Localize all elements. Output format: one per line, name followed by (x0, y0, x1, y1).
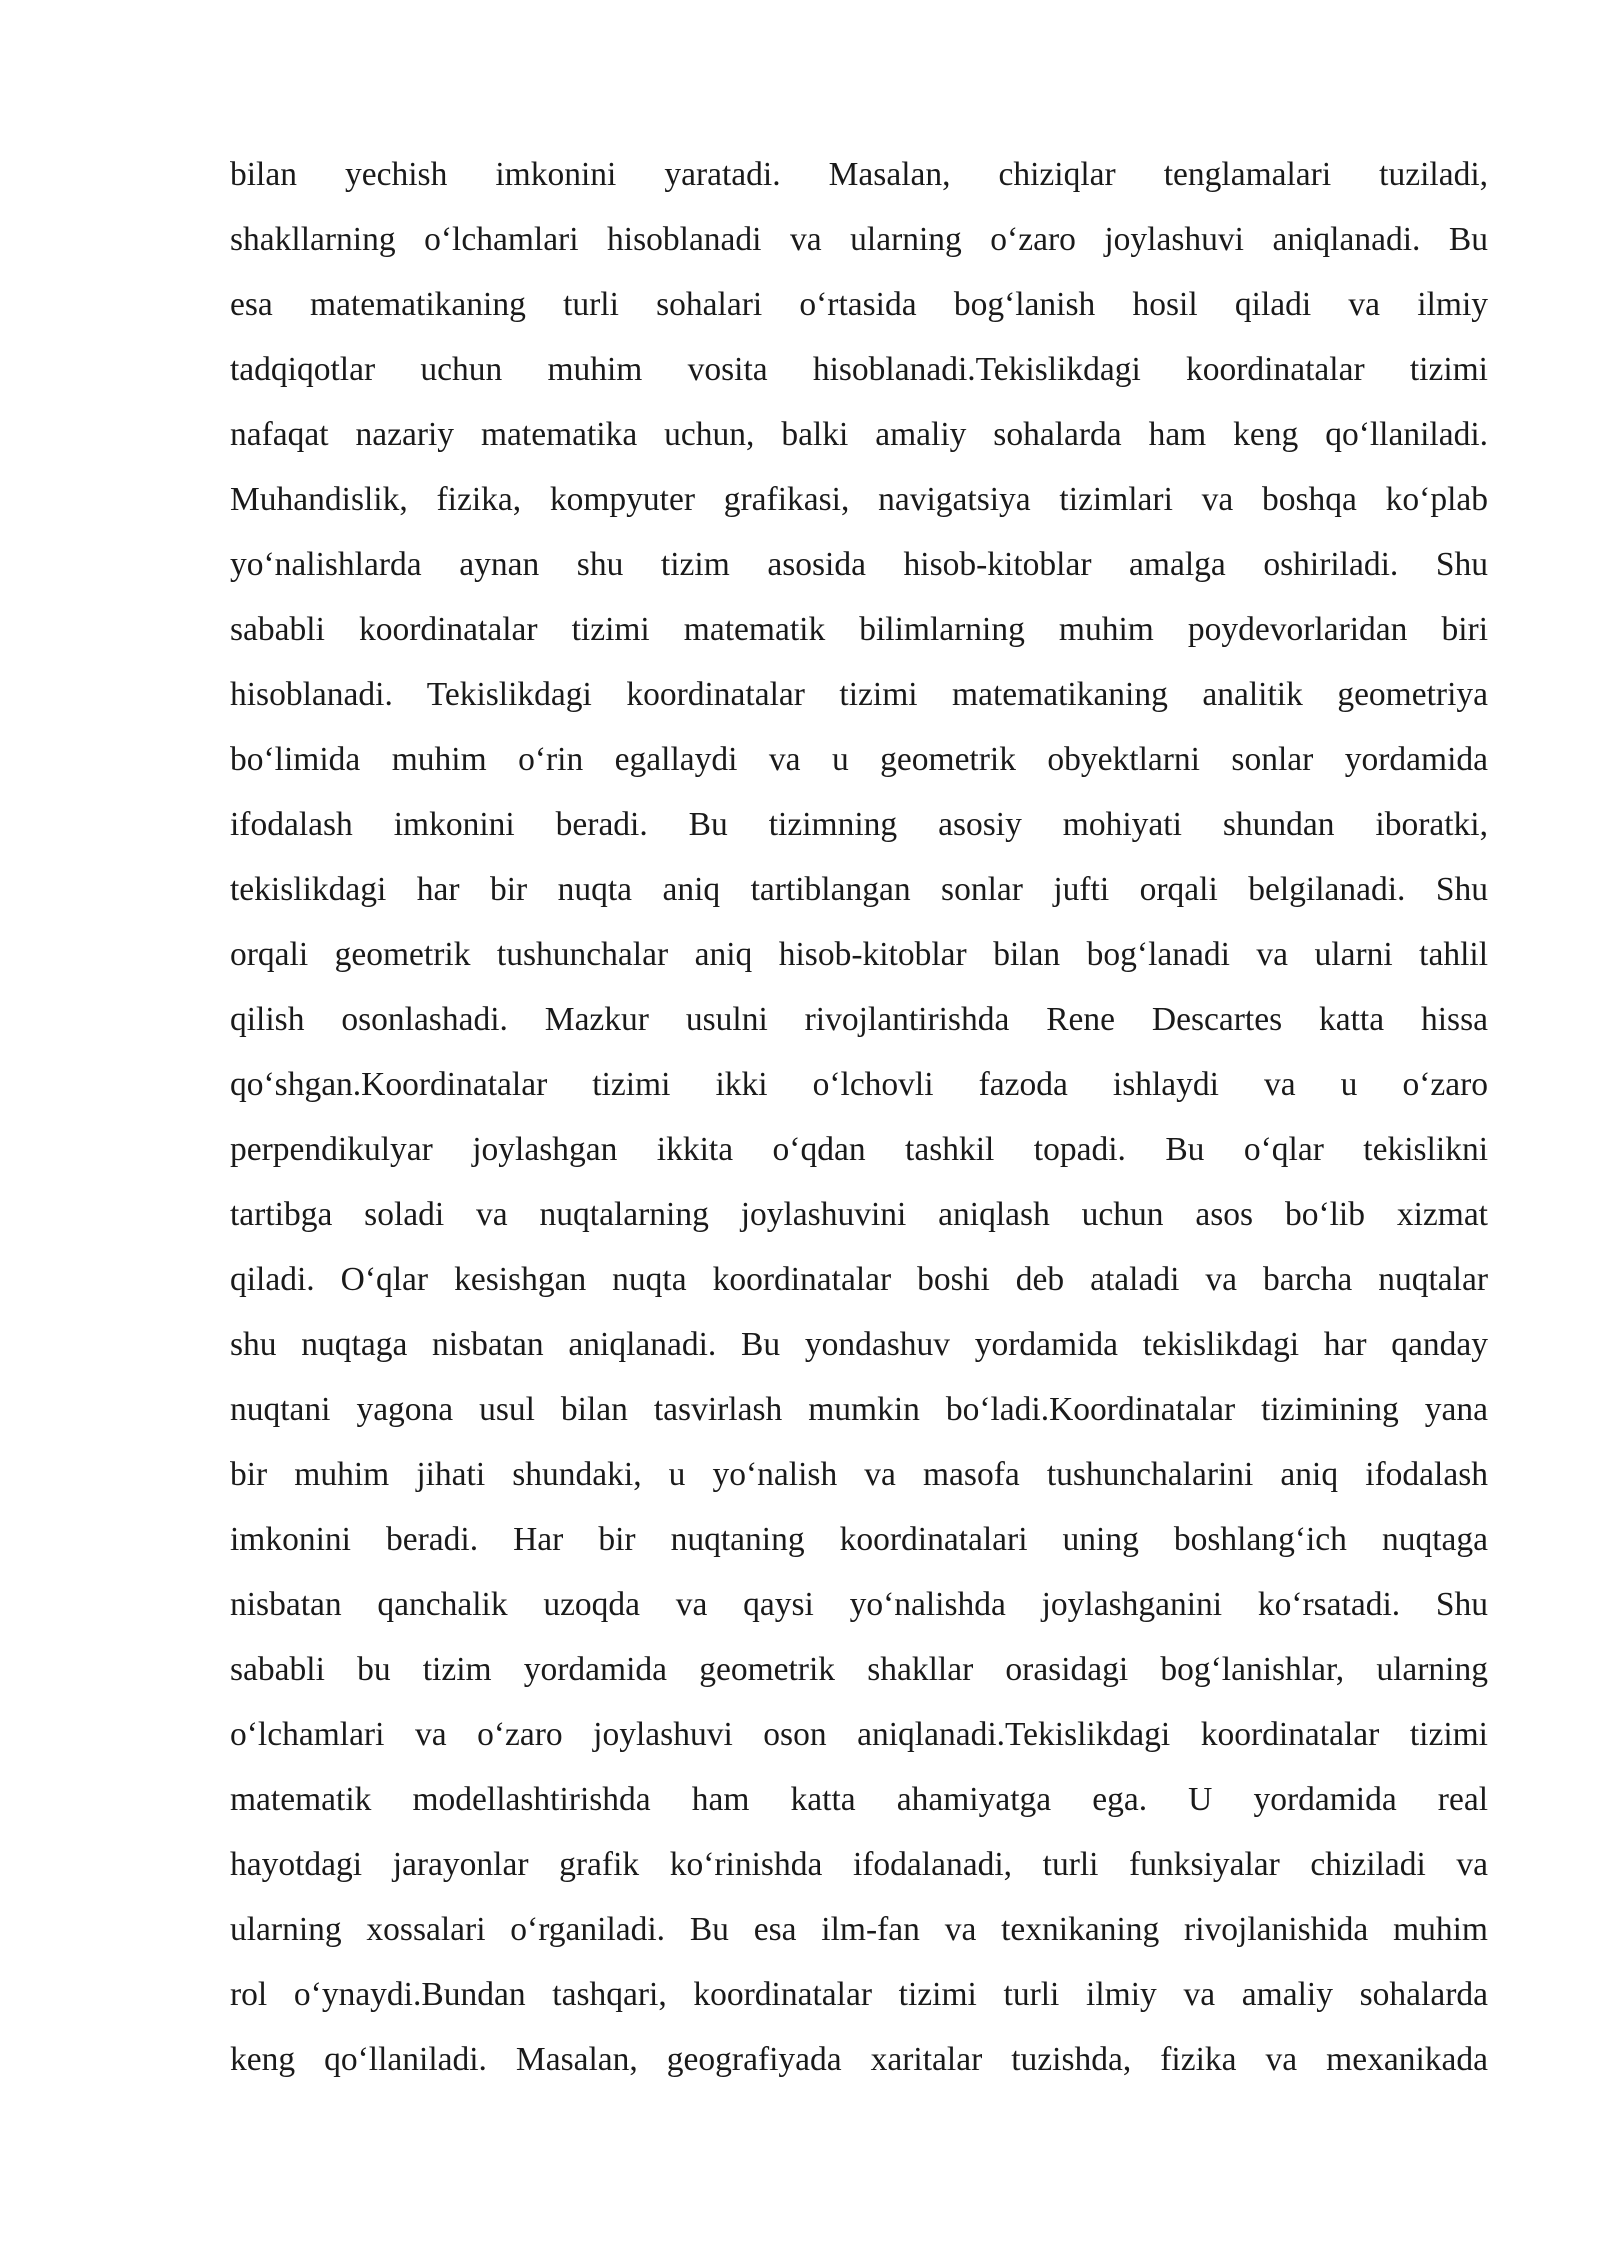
text-line: bir muhim jihati shundaki, u yo‘nalish va masofa tushunchalarini aniq ifodalash (230, 1456, 1488, 1493)
text-line: hayotdagi jarayonlar grafik ko‘rinishda ifodalanadi, turli funksiyalar chiziladi va (230, 1846, 1488, 1883)
body-paragraph (230, 142, 1488, 2092)
text-line: shakllarning o‘lchamlari hisoblanadi va ularning o‘zaro joylashuvi aniqlanadi. Bu (230, 221, 1488, 258)
text-line: hisoblanadi. Tekislikdagi koordinatalar tizimi matematikaning analitik geometriya (230, 676, 1488, 713)
text-line: ularning xossalari o‘rganiladi. Bu esa ilm-fan va texnikaning rivojlanishida muhim (230, 1911, 1488, 1948)
text-line: esa matematikaning turli sohalari o‘rtasida bog‘lanish hosil qiladi va ilmiy (230, 286, 1488, 323)
text-line: nuqtani yagona usul bilan tasvirlash mumkin bo‘ladi.Koordinatalar tizimining yana (230, 1391, 1488, 1428)
text-line: qiladi. O‘qlar kesishgan nuqta koordinatalar boshi deb ataladi va barcha nuqtalar (230, 1261, 1488, 1298)
text-line: perpendikulyar joylashgan ikkita o‘qdan tashkil topadi. Bu o‘qlar tekislikni (230, 1131, 1488, 1168)
text-line: tartibga soladi va nuqtalarning joylashuvini aniqlash uchun asos bo‘lib xizmat (230, 1196, 1488, 1233)
text-line: yo‘nalishlarda aynan shu tizim asosida hisob-kitoblar amalga oshiriladi. Shu (230, 546, 1488, 583)
text-line: Muhandislik, fizika, kompyuter grafikasi, navigatsiya tizimlari va boshqa ko‘plab (230, 481, 1488, 518)
text-line: orqali geometrik tushunchalar aniq hisob-kitoblar bilan bog‘lanadi va ularni tahlil (230, 936, 1488, 973)
text-line: imkonini beradi. Har bir nuqtaning koordinatalari uning boshlang‘ich nuqtaga (230, 1521, 1488, 1558)
text-line: keng qo‘llaniladi. Masalan, geografiyada xaritalar tuzishda, fizika va mexanikada (230, 2041, 1488, 2078)
text-line: nafaqat nazariy matematika uchun, balki amaliy sohalarda ham keng qo‘llaniladi. (230, 416, 1488, 453)
text-line: bilan yechish imkonini yaratadi. Masalan, chiziqlar tenglamalari tuziladi, (230, 156, 1488, 193)
text-line: shu nuqtaga nisbatan aniqlanadi. Bu yondashuv yordamida tekislikdagi har qanday (230, 1326, 1488, 1363)
text-line: bo‘limida muhim o‘rin egallaydi va u geometrik obyektlarni sonlar yordamida (230, 741, 1488, 778)
text-line: sababli koordinatalar tizimi matematik bilimlarning muhim poydevorlaridan biri (230, 611, 1488, 648)
text-line: matematik modellashtirishda ham katta ahamiyatga ega. U yordamida real (230, 1781, 1488, 1818)
text-line: rol o‘ynaydi.Bundan tashqari, koordinatalar tizimi turli ilmiy va amaliy sohalarda (230, 1976, 1488, 2013)
text-line: tekislikdagi har bir nuqta aniq tartiblangan sonlar jufti orqali belgilanadi. Shu (230, 871, 1488, 908)
text-line: o‘lchamlari va o‘zaro joylashuvi oson aniqlanadi.Tekislikdagi koordinatalar tizimi (230, 1716, 1488, 1753)
text-line: ifodalash imkonini beradi. Bu tizimning asosiy mohiyati shundan iboratki, (230, 806, 1488, 843)
text-line: tadqiqotlar uchun muhim vosita hisoblanadi.Tekislikdagi koordinatalar tizimi (230, 351, 1488, 388)
text-line: qo‘shgan.Koordinatalar tizimi ikki o‘lchovli fazoda ishlaydi va u o‘zaro (230, 1066, 1488, 1103)
text-line: qilish osonlashadi. Mazkur usulni rivojlantirishda Rene Descartes katta hissa (230, 1001, 1488, 1038)
text-line: sababli bu tizim yordamida geometrik shakllar orasidagi bog‘lanishlar, ularning (230, 1651, 1488, 1688)
text-line: nisbatan qanchalik uzoqda va qaysi yo‘nalishda joylashganini ko‘rsatadi. Shu (230, 1586, 1488, 1623)
